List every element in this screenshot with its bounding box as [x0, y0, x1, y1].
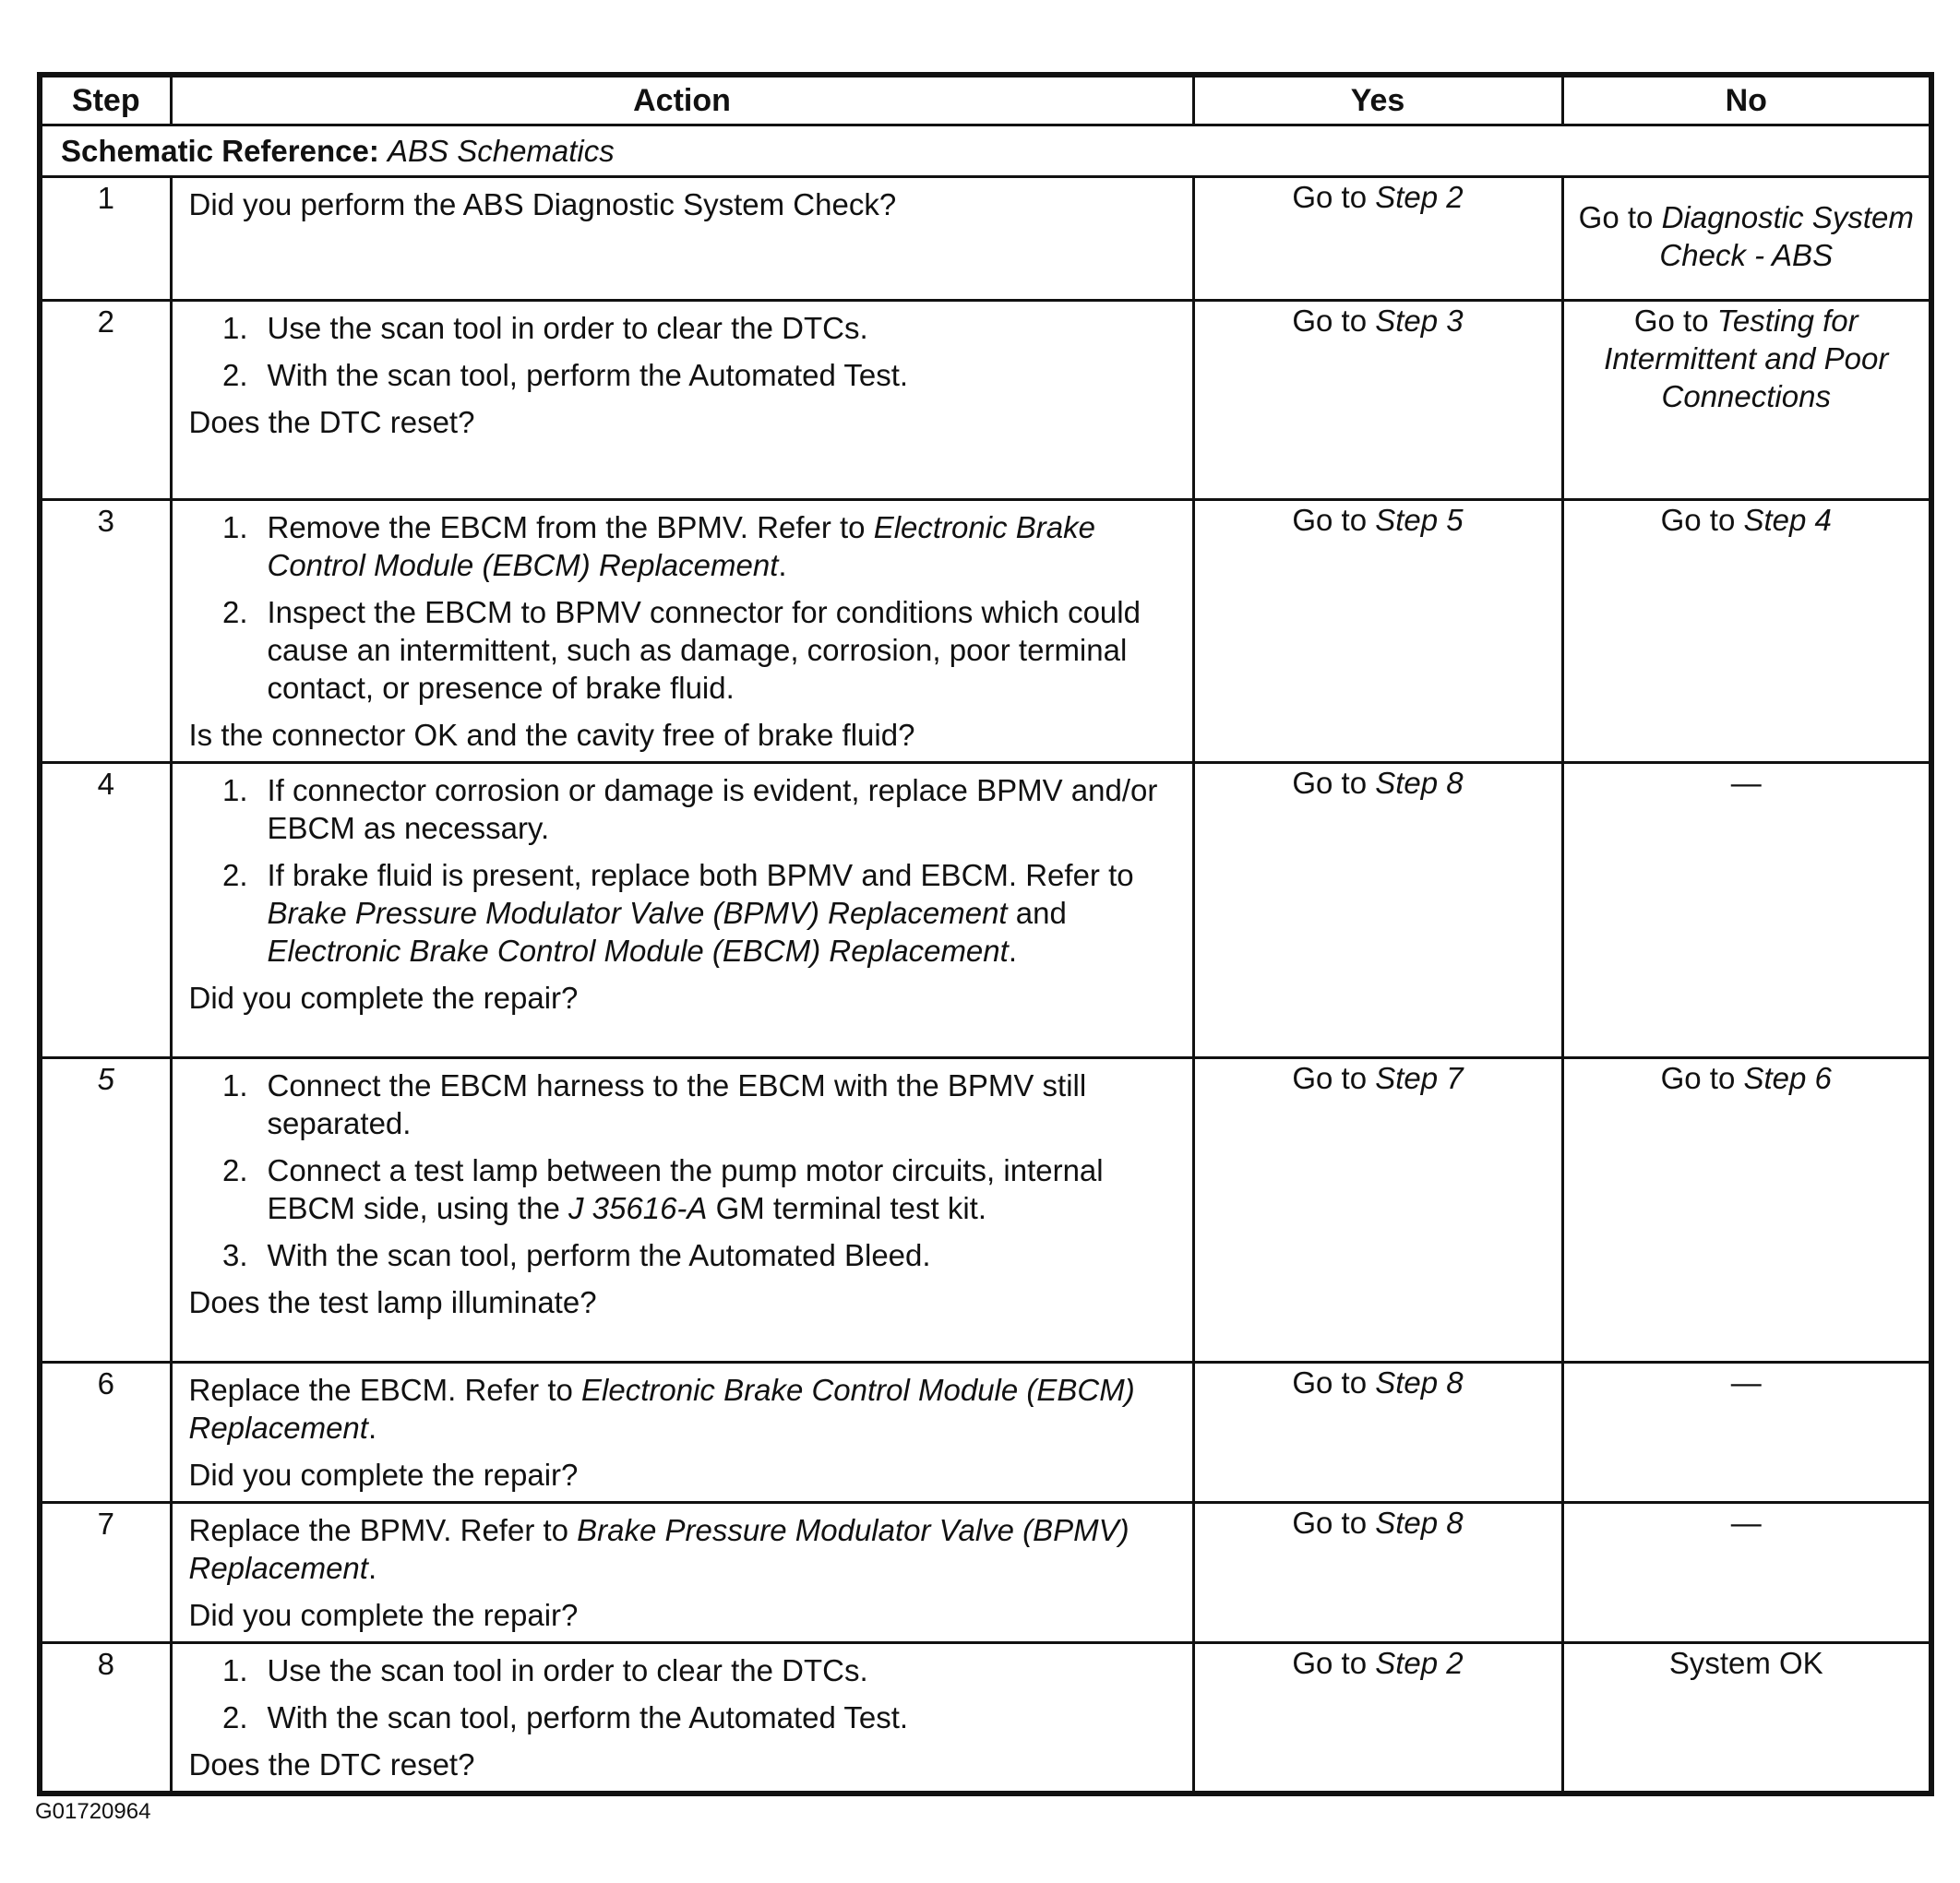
italic-ref-text: Electronic Brake Control Module (EBCM) Replacement	[267, 934, 1009, 968]
yes-step-ref: Step 8	[1375, 1506, 1464, 1540]
action-step-item	[189, 856, 1183, 970]
text-run: GM terminal test kit.	[707, 1191, 986, 1225]
header-yes: Yes	[1193, 75, 1562, 125]
no-result	[1562, 301, 1931, 500]
yes-result	[1193, 177, 1562, 301]
action-cell	[171, 1503, 1193, 1643]
action-step-item	[189, 1067, 1183, 1142]
no-prefix: Go to	[1660, 1061, 1736, 1095]
step-number: 2	[40, 301, 171, 500]
header-step: Step	[40, 75, 171, 125]
yes-result	[1193, 763, 1562, 1058]
text-run: If brake fluid is present, replace both BPMV and EBCM. Refer to	[267, 858, 1134, 892]
text-run: With the scan tool, perform the Automated Bleed.	[267, 1238, 931, 1272]
step-number: 7	[40, 1503, 171, 1643]
yes-step-ref: Step 5	[1375, 503, 1464, 537]
step-number: 6	[40, 1363, 171, 1503]
action-step-number: 1.	[221, 1653, 248, 1687]
text-run: Replace the EBCM. Refer to	[188, 1373, 582, 1407]
action-step-item	[189, 309, 1183, 347]
yes-result	[1193, 1363, 1562, 1503]
step-row-8	[40, 1643, 1931, 1794]
yes-result	[1193, 1643, 1562, 1794]
text-run: Use the scan tool in order to clear the DTCs.	[267, 1653, 868, 1687]
action-question: Did you complete the repair?	[188, 1598, 579, 1632]
action-step-text	[268, 773, 1158, 845]
italic-ref-text: Brake Pressure Modulator Valve (BPMV) Replacement	[267, 896, 1008, 930]
step-number: 5	[40, 1058, 171, 1363]
yes-result	[1193, 1503, 1562, 1643]
yes-step-ref: Step 8	[1375, 766, 1464, 800]
no-result-dash: —	[1562, 763, 1931, 1058]
action-step-text	[268, 858, 1134, 968]
yes-result	[1193, 1058, 1562, 1363]
yes-step-ref: Step 2	[1375, 180, 1464, 214]
action-step-number: 2.	[221, 1700, 248, 1734]
action-steps	[189, 1067, 1183, 1274]
text-run: With the scan tool, perform the Automated Test.	[267, 1700, 909, 1734]
action-step-item	[189, 1151, 1183, 1227]
schematic-reference	[40, 125, 1931, 177]
step-number: 4	[40, 763, 171, 1058]
action-steps	[189, 508, 1183, 707]
italic-ref-text: Electronic Brake Control Module (EBCM) Replacement	[188, 1373, 1135, 1445]
schematic-reference-value: ABS Schematics	[388, 134, 615, 168]
header-no: No	[1562, 75, 1931, 125]
action-step-item	[189, 356, 1183, 394]
document-id: G01720964	[35, 1799, 151, 1824]
action-step-item	[189, 771, 1183, 847]
text-run: With the scan tool, perform the Automated Test.	[267, 358, 909, 392]
step-row-7	[40, 1503, 1931, 1643]
schematic-reference-label: Schematic Reference:	[61, 134, 379, 168]
action-question: Did you complete the repair?	[188, 1458, 579, 1492]
action-cell	[171, 763, 1193, 1058]
action-step-number: 2.	[221, 858, 248, 892]
action-step-number: 1.	[221, 311, 248, 345]
action-step-item	[189, 1651, 1183, 1689]
no-result	[1562, 177, 1931, 301]
action-cell	[171, 301, 1193, 500]
text-run: Use the scan tool in order to clear the DTCs.	[267, 311, 868, 345]
italic-ref-text: Electronic Brake Control Module (EBCM) Replacement	[267, 510, 1095, 582]
action-paragraph	[189, 1371, 1183, 1447]
yes-prefix: Go to	[1292, 304, 1368, 338]
text-run: .	[367, 1411, 377, 1445]
no-step-ref: Step 4	[1743, 503, 1832, 537]
yes-prefix: Go to	[1292, 1646, 1368, 1680]
step-row-5	[40, 1058, 1931, 1363]
step-row-2	[40, 301, 1931, 500]
yes-prefix: Go to	[1292, 503, 1368, 537]
action-cell	[171, 500, 1193, 763]
text-run: Replace the BPMV. Refer to	[188, 1513, 578, 1547]
italic-ref-text: Brake Pressure Modulator Valve (BPMV) Replacement	[188, 1513, 1129, 1585]
action-paragraph	[189, 185, 1183, 223]
yes-step-ref: Step 2	[1375, 1646, 1464, 1680]
action-step-text	[268, 1153, 1104, 1225]
action-question: Does the test lamp illuminate?	[188, 1285, 597, 1319]
no-step-ref: Step 6	[1743, 1061, 1832, 1095]
yes-prefix: Go to	[1292, 766, 1368, 800]
text-run: Connect a test lamp between the pump motor circuits, internal EBCM side, using the	[267, 1153, 1104, 1225]
action-cell	[171, 1363, 1193, 1503]
action-question: Did you complete the repair?	[188, 981, 579, 1015]
action-step-number: 3.	[221, 1238, 248, 1272]
no-result-text: System OK	[1562, 1643, 1931, 1794]
text-run: Inspect the EBCM to BPMV connector for conditions which could cause an intermittent, such as damage, corrosion, poor terminal contact, or presence of brake fluid.	[267, 595, 1141, 705]
action-paragraph	[189, 1511, 1183, 1587]
step-row-6	[40, 1363, 1931, 1503]
yes-step-ref: Step 3	[1375, 304, 1464, 338]
action-step-item	[189, 593, 1183, 707]
text-run: .	[367, 1551, 377, 1585]
step-number: 1	[40, 177, 171, 301]
action-step-text	[268, 510, 1095, 582]
action-steps	[189, 771, 1183, 970]
text-run: and	[1007, 896, 1067, 930]
action-question: Does the DTC reset?	[188, 405, 475, 439]
action-step-number: 2.	[221, 595, 248, 629]
step-number: 3	[40, 500, 171, 763]
action-cell	[171, 1643, 1193, 1794]
text-run: .	[1008, 934, 1017, 968]
text-run: Remove the EBCM from the BPMV. Refer to	[267, 510, 874, 544]
no-prefix: Go to	[1578, 199, 1654, 234]
action-step-text	[268, 595, 1141, 705]
action-step-item	[189, 508, 1183, 584]
text-run: .	[778, 548, 787, 582]
action-cell	[171, 1058, 1193, 1363]
action-question: Does the DTC reset?	[188, 1747, 475, 1782]
action-step-number: 2.	[221, 1153, 248, 1187]
no-prefix: Go to	[1633, 304, 1709, 338]
no-prefix: Go to	[1660, 503, 1736, 537]
action-step-text	[268, 1653, 868, 1687]
yes-step-ref: Step 8	[1375, 1365, 1464, 1400]
no-result	[1562, 1058, 1931, 1363]
yes-result	[1193, 301, 1562, 500]
action-step-number: 2.	[221, 358, 248, 392]
action-step-item	[189, 1236, 1183, 1274]
step-row-4	[40, 763, 1931, 1058]
text-run: If connector corrosion or damage is evident, replace BPMV and/or EBCM as necessary.	[267, 773, 1158, 845]
yes-prefix: Go to	[1292, 1506, 1368, 1540]
action-cell	[171, 177, 1193, 301]
action-step-text	[268, 1700, 909, 1734]
action-step-text	[268, 1068, 1087, 1140]
action-step-text	[268, 1238, 931, 1272]
text-run: Did you perform the ABS Diagnostic System Check?	[188, 187, 897, 221]
action-question: Is the connector OK and the cavity free of brake fluid?	[188, 718, 915, 752]
step-row-1	[40, 177, 1931, 301]
action-step-number: 1.	[221, 510, 248, 544]
step-row-3	[40, 500, 1931, 763]
italic-ref-text: J 35616-A	[568, 1191, 708, 1225]
schematic-reference-row	[40, 125, 1931, 177]
yes-step-ref: Step 7	[1375, 1061, 1464, 1095]
header-action: Action	[171, 75, 1193, 125]
yes-result	[1193, 500, 1562, 763]
action-step-item	[189, 1698, 1183, 1736]
no-step-ref: Diagnostic System Check - ABS	[1659, 199, 1914, 272]
diagnostic-table	[37, 72, 1934, 1796]
no-result	[1562, 500, 1931, 763]
action-steps	[189, 309, 1183, 394]
action-step-text	[268, 358, 909, 392]
text-run: Connect the EBCM harness to the EBCM with the BPMV still separated.	[267, 1068, 1087, 1140]
action-steps	[189, 1651, 1183, 1736]
header-row	[40, 75, 1931, 125]
no-result-dash: —	[1562, 1503, 1931, 1643]
step-number: 8	[40, 1643, 171, 1794]
yes-prefix: Go to	[1292, 1365, 1368, 1400]
action-step-text	[268, 311, 868, 345]
action-step-number: 1.	[221, 773, 248, 807]
yes-prefix: Go to	[1292, 180, 1368, 214]
no-step-ref: Testing for Intermittent and Poor Connections	[1604, 304, 1889, 413]
action-step-number: 1.	[221, 1068, 248, 1102]
yes-prefix: Go to	[1292, 1061, 1368, 1095]
no-result-dash: —	[1562, 1363, 1931, 1503]
